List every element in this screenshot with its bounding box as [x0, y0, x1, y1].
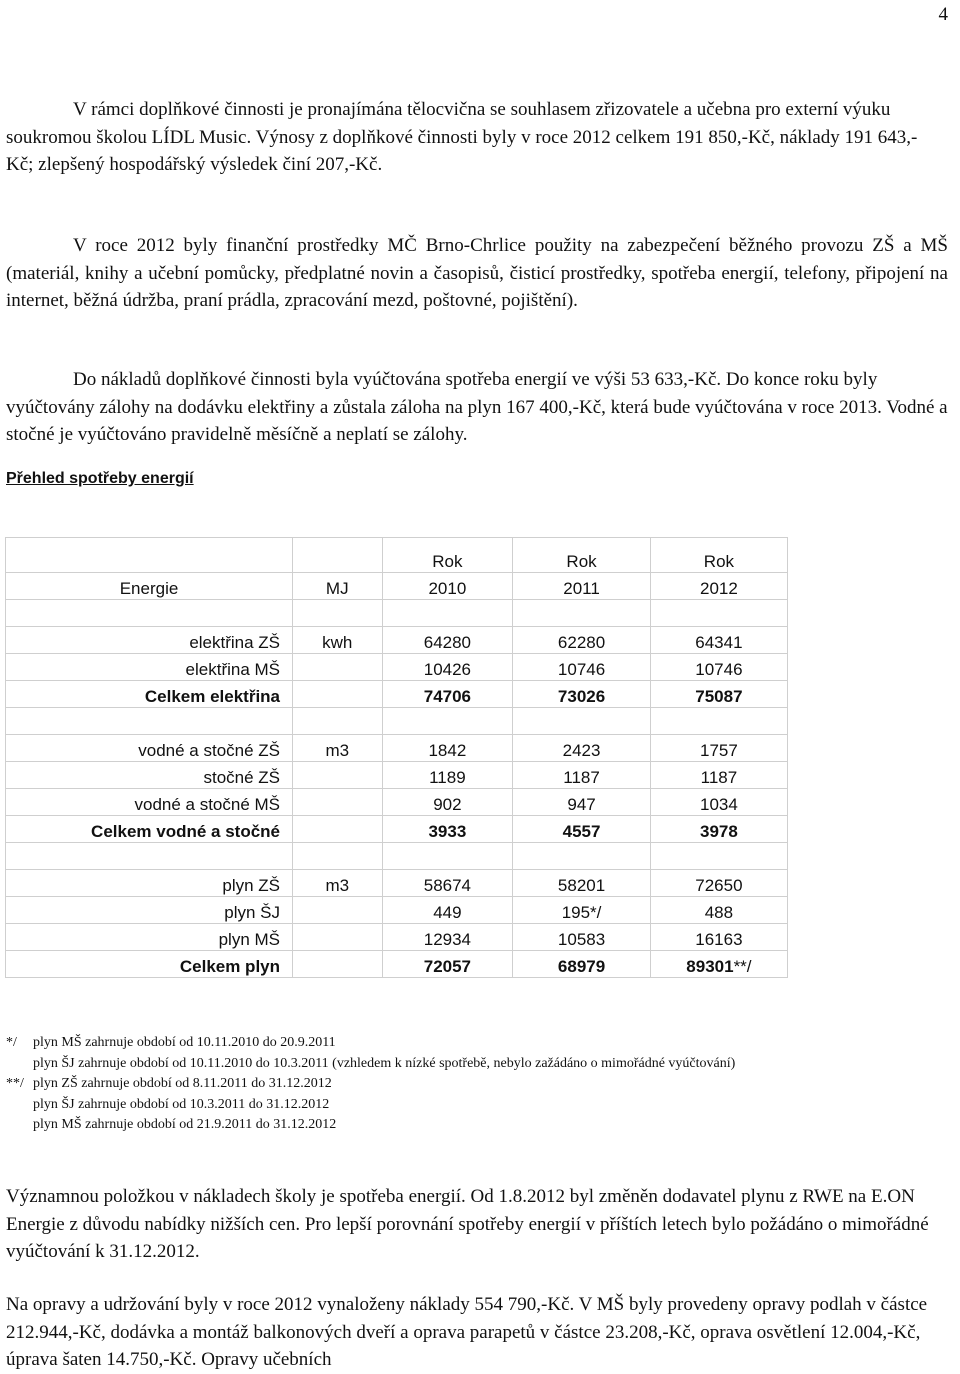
value-2012	[650, 897, 787, 924]
table-cell	[513, 600, 651, 627]
header-energie: Energie	[6, 573, 293, 600]
header-mj: MJ	[293, 573, 382, 600]
value-2011: 62280	[513, 627, 651, 654]
value-2012	[650, 762, 787, 789]
value-2012	[650, 789, 787, 816]
header-year-2010: 2010	[382, 573, 513, 600]
value-2012	[650, 735, 787, 762]
table-cell	[293, 600, 382, 627]
value-2010: 3933	[382, 816, 513, 843]
value-2012-number: 3978	[700, 822, 738, 841]
energy-consumption-table	[5, 537, 788, 978]
value-2012-number: 1757	[700, 741, 738, 760]
value-2012	[650, 627, 787, 654]
table-row	[6, 897, 788, 924]
value-2012-number: 10746	[695, 660, 743, 679]
value-2011: 10583	[513, 924, 651, 951]
row-label: elektřina MŠ	[6, 654, 293, 681]
table-row	[6, 627, 788, 654]
value-2010: 74706	[382, 681, 513, 708]
table-row	[6, 951, 788, 978]
value-2012	[650, 924, 787, 951]
value-2012-number: 89301	[686, 957, 734, 976]
row-unit	[293, 951, 382, 978]
paragraph-energy-supplier	[6, 1183, 948, 1266]
footnote-prefix: **/	[6, 1076, 24, 1091]
table-cell	[382, 600, 513, 627]
value-2012	[650, 816, 787, 843]
footnote-text: plyn ŠJ zahrnuje období od 10.11.2010 do 10.3.2011 (vzhledem k nízké spotřebě, nebylo zažádáno o mimořádné vyúčtování)	[33, 1055, 736, 1071]
paragraph-text: Na opravy a udržování byly v roce 2012 vynaloženy náklady 554 790,-Kč. V MŠ byly provedeny opravy podlah v částce 212.944,-Kč, dodávka a montáž balkonových dveří a oprava parapetů v částce 23.208,-Kč, oprava osvětlení 12.004,-Kč, úprava šaten 14.750,-Kč. Opravy učebních	[6, 1294, 928, 1370]
table-cell	[650, 708, 787, 735]
value-2012	[650, 654, 787, 681]
footnote-line	[6, 1074, 735, 1095]
footnote-text: plyn MŠ zahrnuje období od 21.9.2011 do 31.12.2012	[33, 1117, 337, 1132]
row-unit	[293, 762, 382, 789]
paragraph-finance-usage	[6, 232, 948, 315]
footnote-line	[6, 1054, 735, 1075]
value-2011: 4557	[513, 816, 651, 843]
paragraph-text: Do nákladů doplňkové činnosti byla vyúčtována spotřeba energií ve výši 53 633,-Kč. Do konce roku byly vyúčtovány zálohy na dodávku elektřiny a zůstala záloha na plyn 167 400,-Kč, která bude vyúčtována v roce 2013. Vodné a stočné je vyúčtováno pravidelně měsíčně a neplatí se zálohy.	[6, 369, 948, 445]
energy-table-body	[6, 538, 788, 978]
row-label: Celkem vodné a stočné	[6, 816, 293, 843]
row-label: stočné ZŠ	[6, 762, 293, 789]
table-cell	[513, 708, 651, 735]
value-2010: 449	[382, 897, 513, 924]
value-2012	[650, 681, 787, 708]
value-2012-number: 488	[704, 903, 734, 922]
paragraph-text: V roce 2012 byly finanční prostředky MČ Brno-Chrlice použity na zabezpečení běžného provozu ZŠ a MŠ (materiál, knihy a učební pomůcky, předplatné novin a časopisů, čisticí prostředky, spotřeba energií, telefony, připojení na internet, běžná údržba, praní prádla, zpracování mezd, poštovné, pojištění).	[6, 235, 948, 311]
table-cell	[6, 600, 293, 627]
row-label: vodné a stočné ZŠ	[6, 735, 293, 762]
table-cell-rok: Rok	[382, 538, 513, 573]
table-cell	[293, 538, 382, 573]
header-year-2012: 2012	[650, 573, 787, 600]
value-2010: 64280	[382, 627, 513, 654]
footnote-line	[6, 1095, 735, 1116]
table-cell	[6, 843, 293, 870]
value-2012-number: 1187	[700, 768, 738, 787]
table-row	[6, 681, 788, 708]
footnote-text: plyn ŠJ zahrnuje období od 10.3.2011 do 31.12.2012	[33, 1096, 330, 1112]
header-year-2011: 2011	[513, 573, 651, 600]
row-label: plyn ZŠ	[6, 870, 293, 897]
row-label: elektřina ZŠ	[6, 627, 293, 654]
value-2010: 1842	[382, 735, 513, 762]
row-unit	[293, 681, 382, 708]
value-2010: 10426	[382, 654, 513, 681]
table-cell	[382, 843, 513, 870]
table-row	[6, 816, 788, 843]
table-row	[6, 870, 788, 897]
value-2010: 72057	[382, 951, 513, 978]
value-2011: 2423	[513, 735, 651, 762]
value-2012-number: 64341	[695, 633, 743, 652]
value-2011: 195*/	[513, 897, 651, 924]
table-header-row	[6, 573, 788, 600]
row-unit: kwh	[293, 627, 382, 654]
table-cell	[6, 538, 293, 573]
row-unit	[293, 789, 382, 816]
value-2010: 1189	[382, 762, 513, 789]
value-2012-number: 72650	[695, 876, 743, 895]
row-label: plyn ŠJ	[6, 897, 293, 924]
row-label: Celkem elektřina	[6, 681, 293, 708]
table-cell	[382, 708, 513, 735]
value-2012	[650, 951, 787, 978]
value-2011: 947	[513, 789, 651, 816]
footnote-prefix: */	[6, 1035, 17, 1050]
value-2010: 902	[382, 789, 513, 816]
table-row	[6, 735, 788, 762]
row-label: Celkem plyn	[6, 951, 293, 978]
row-unit	[293, 654, 382, 681]
page-number: 4	[938, 4, 948, 25]
value-2012-number: 16163	[695, 930, 743, 949]
table-cell	[513, 843, 651, 870]
table-cell-rok: Rok	[513, 538, 651, 573]
table-cell-rok: Rok	[650, 538, 787, 573]
row-unit	[293, 924, 382, 951]
value-2011: 73026	[513, 681, 651, 708]
value-2010: 58674	[382, 870, 513, 897]
table-cell	[293, 708, 382, 735]
paragraph-text: V rámci doplňkové činnosti je pronajímána tělocvična se souhlasem zřizovatele a učebna pro externí výuku soukromou školou LÍDL Music. Výnosy z doplňkové činnosti byly v roce 2012 celkem 191 850,-Kč, náklady 191 643,- Kč; zlepšený hospodářský výsledek činí 207,-Kč.	[6, 99, 918, 175]
value-2010: 12934	[382, 924, 513, 951]
footnote-marker: **/	[733, 957, 752, 976]
footnotes	[6, 1033, 735, 1136]
table-cell	[650, 600, 787, 627]
table-cell	[650, 843, 787, 870]
footnote-text: plyn ZŠ zahrnuje období od 8.11.2011 do 31.12.2012	[33, 1076, 332, 1091]
table-spacer-row	[6, 843, 788, 870]
table-row	[6, 924, 788, 951]
footnote-line	[6, 1115, 735, 1136]
value-2011: 68979	[513, 951, 651, 978]
table-row	[6, 762, 788, 789]
table-row	[6, 789, 788, 816]
row-unit: m3	[293, 735, 382, 762]
table-spacer-row	[6, 708, 788, 735]
table-heading: Přehled spotřeby energií	[6, 470, 194, 487]
row-unit: m3	[293, 870, 382, 897]
table-cell	[293, 843, 382, 870]
row-unit	[293, 816, 382, 843]
value-2011: 1187	[513, 762, 651, 789]
footnote-line	[6, 1033, 735, 1054]
paragraph-text: Významnou položkou v nákladech školy je spotřeba energií. Od 1.8.2012 byl změněn dodavatel plynu z RWE na E.ON Energie z důvodu nabídky nižších cen. Pro lepší porovnání spotřeby energií v příštích letech bylo požádáno o mimořádné vyúčtování k 31.12.2012.	[6, 1186, 929, 1262]
value-2011: 10746	[513, 654, 651, 681]
paragraph-energy-costs	[6, 366, 948, 449]
value-2011: 58201	[513, 870, 651, 897]
table-header-row-rok	[6, 538, 788, 573]
row-label: vodné a stočné MŠ	[6, 789, 293, 816]
value-2012-number: 1034	[700, 795, 738, 814]
paragraph-repairs	[6, 1291, 948, 1374]
table-cell	[6, 708, 293, 735]
table-spacer-row	[6, 600, 788, 627]
value-2012-number: 75087	[695, 687, 743, 706]
row-label: plyn MŠ	[6, 924, 293, 951]
footnote-text: plyn MŠ zahrnuje období od 10.11.2010 do 20.9.2011	[33, 1035, 336, 1050]
value-2012	[650, 870, 787, 897]
table-row	[6, 654, 788, 681]
row-unit	[293, 897, 382, 924]
paragraph-supplementary-activity	[6, 96, 948, 179]
